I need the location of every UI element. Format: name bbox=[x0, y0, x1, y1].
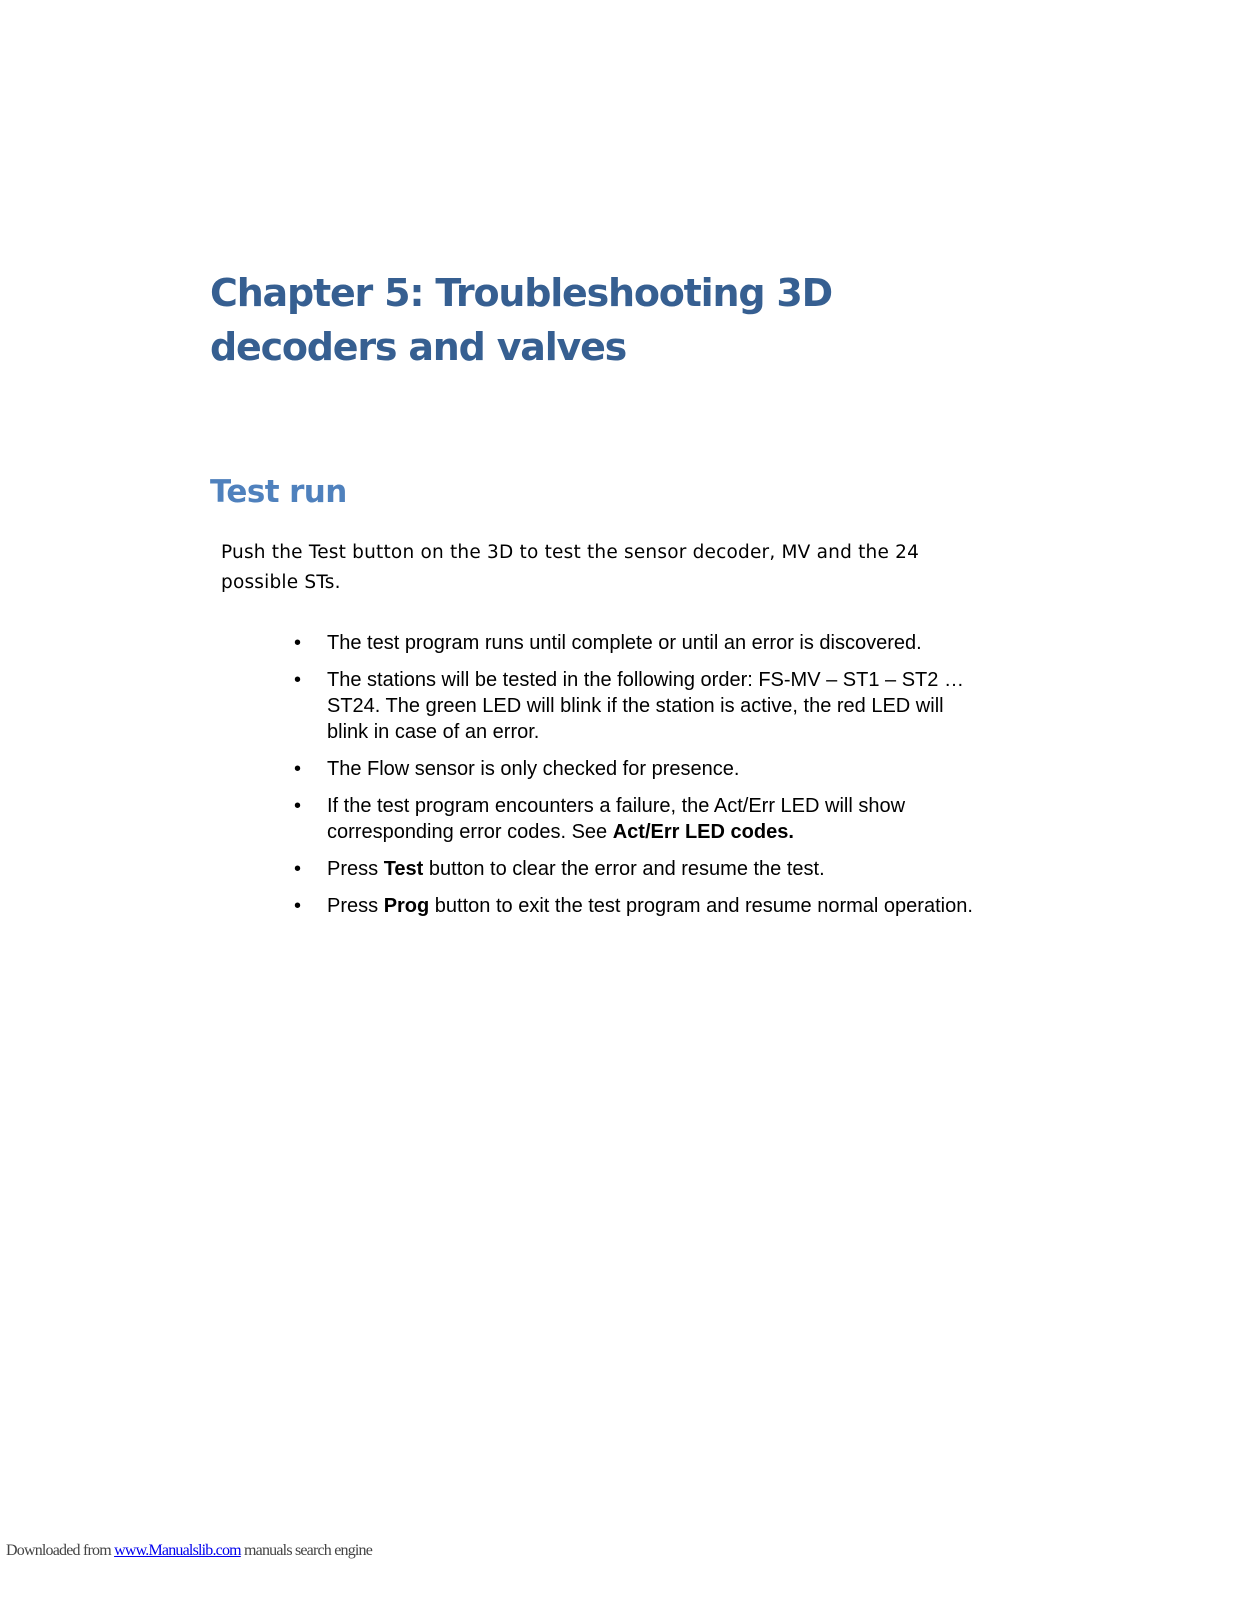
footer-prefix: Downloaded from bbox=[6, 1542, 115, 1559]
download-footer bbox=[6, 1541, 372, 1561]
footer-suffix: manuals search engine bbox=[240, 1542, 373, 1559]
bullet-list bbox=[294, 630, 974, 930]
bullet-icon: • bbox=[294, 632, 302, 654]
list-item bbox=[294, 630, 974, 656]
list-item bbox=[294, 756, 974, 782]
list-item-text: The stations will be tested in the following order: FS-MV – ST1 – ST2 … ST24. The green LED will blink if the station is active, the red LED will blink in case of an error. bbox=[327, 669, 964, 743]
list-item bbox=[294, 856, 974, 882]
act-err-codes-reference: Act/Err LED codes. bbox=[612, 821, 794, 843]
list-item-text: If the test program encounters a failure, the Act/Err LED will show corresponding error codes. See bbox=[327, 795, 906, 843]
list-item-text-suffix: button to exit the test program and resume normal operation. bbox=[429, 895, 973, 917]
test-button-label: Test bbox=[383, 858, 424, 880]
manualslib-link[interactable]: www.Manualslib.com bbox=[114, 1542, 241, 1559]
bullet-icon: • bbox=[294, 858, 302, 880]
bullet-icon: • bbox=[294, 758, 302, 780]
list-item-text-suffix: button to clear the error and resume the test. bbox=[423, 858, 825, 880]
list-item bbox=[294, 667, 974, 745]
list-item bbox=[294, 793, 974, 845]
list-item-text-prefix: Press bbox=[327, 895, 384, 917]
chapter-title: Chapter 5: Troubleshooting 3D decoders and valves bbox=[210, 271, 832, 369]
bullet-icon: • bbox=[294, 669, 302, 691]
section-title: Test run bbox=[210, 474, 347, 510]
bullet-icon: • bbox=[294, 895, 302, 917]
list-item-text: The Flow sensor is only checked for presence. bbox=[327, 758, 740, 780]
intro-paragraph: Push the Test button on the 3D to test the sensor decoder, MV and the 24 possible STs. bbox=[221, 542, 920, 593]
bullet-icon: • bbox=[294, 795, 302, 817]
list-item-text: The test program runs until complete or until an error is discovered. bbox=[327, 632, 922, 654]
list-item-text-prefix: Press bbox=[327, 858, 384, 880]
prog-button-label: Prog bbox=[383, 895, 430, 917]
list-item bbox=[294, 893, 974, 919]
